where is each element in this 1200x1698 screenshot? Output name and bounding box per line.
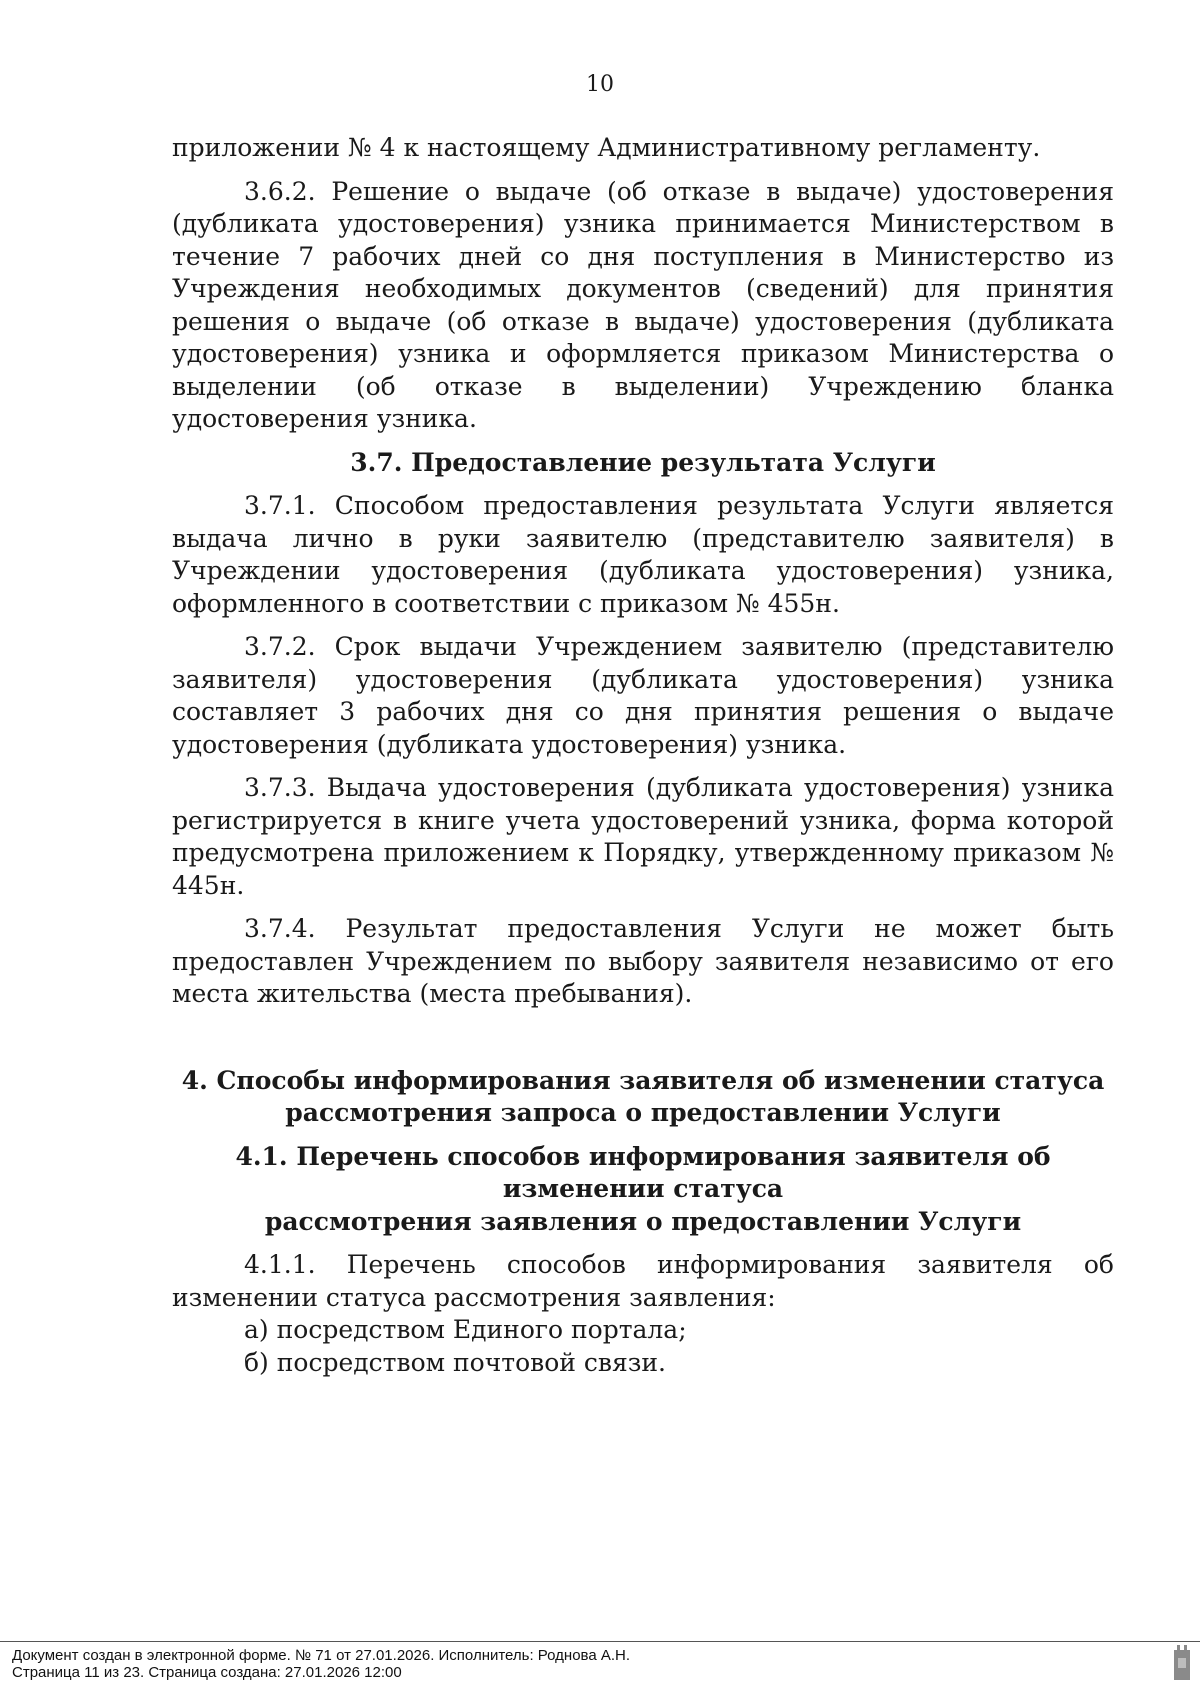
heading-4-1-line-1: 4.1. Перечень способов информирования заявителя об изменении статуса xyxy=(235,1141,1051,1203)
paragraph-3-7-4: 3.7.4. Результат предоставления Услуги не может быть предоставлен Учреждением по выбору заявителя независимо от его места жительства (места пребывания). xyxy=(172,914,1114,1008)
footer-line-1: Документ создан в электронной форме. № 71 от 27.01.2026. Исполнитель: Роднова А.Н. xyxy=(12,1647,631,1664)
heading-4-line-1: 4. Способы информирования заявителя об изменении статуса xyxy=(181,1065,1105,1095)
paragraph-3-7-3: 3.7.3. Выдача удостоверения (дубликата удостоверения) узника регистрируется в книге учета удостоверений узника, форма которой предусмотрена приложением к Порядку, утвержденному приказом № 445н. xyxy=(172,773,1114,900)
list-item-b: б) посредством почтовой связи. xyxy=(244,1347,666,1377)
coat-of-arms-icon xyxy=(1172,1644,1192,1682)
paragraph-3-7-2: 3.7.2. Срок выдачи Учреждением заявителю (представителю заявителя) удостоверения (дубликата удостоверения) узника составляет 3 рабочих дня со дня принятия решения о выдаче удостоверения (дубликата удостоверения) узника. xyxy=(172,632,1114,759)
paragraph-3-6-2: 3.6.2. Решение о выдаче (об отказе в выдаче) удостоверения (дубликата удостоверения) узника принимается Министерством в течение 7 рабочих дней со дня поступления в Министерство из Учреждения необходимых документов (сведений) для принятия решения о выдаче (об отказе в выдаче) удостоверения (дубликата удостоверения) узника и оформляется приказом Министерства о выделении (об отказе в выделении) Учреждению бланка удостоверения узника. xyxy=(172,176,1114,433)
paragraph-continuation: приложении № 4 к настоящему Административному регламенту. xyxy=(172,133,1041,162)
heading-4 xyxy=(172,1065,1114,1130)
paragraph-3-7-1: 3.7.1. Способом предоставления результата Услуги является выдача лично в руки заявителю (представителю заявителя) в Учреждении удостоверения (дубликата удостоверения) узника, оформленного в соответствии с приказом № 455н. xyxy=(172,491,1114,618)
heading-4-1 xyxy=(172,1141,1114,1239)
paragraph-4-1-1: 4.1.1. Перечень способов информирования заявителя об изменении статуса рассмотрения заявления: xyxy=(172,1250,1114,1312)
list-item-a: а) посредством Единого портала; xyxy=(244,1315,687,1344)
footer-divider xyxy=(0,1641,1200,1642)
footer-line-2: Страница 11 из 23. Страница создана: 27.01.2026 12:00 xyxy=(12,1664,402,1681)
heading-3-7: 3.7. Предоставление результата Услуги xyxy=(350,447,936,477)
footer xyxy=(12,1647,630,1681)
page-number: 10 xyxy=(586,72,614,97)
document-body xyxy=(172,132,1114,1379)
heading-4-line-2: рассмотрения запроса о предоставлении Услуги xyxy=(285,1098,1001,1127)
heading-4-1-line-2: рассмотрения заявления о предоставлении Услуги xyxy=(264,1206,1022,1236)
